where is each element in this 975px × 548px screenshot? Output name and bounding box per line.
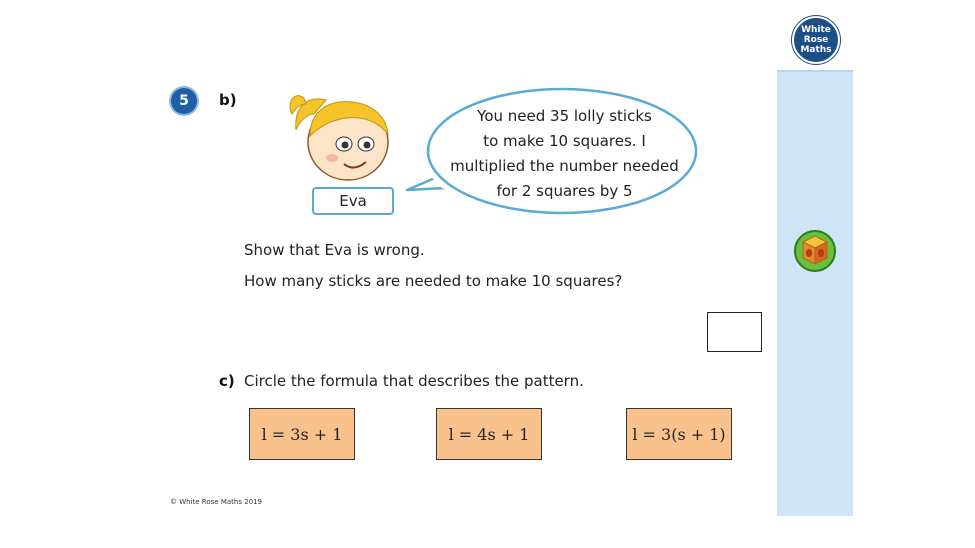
speech-line: for 2 squares by 5 (496, 182, 633, 200)
part-b-label: b) (219, 91, 237, 109)
speech-bubble-text (437, 104, 692, 204)
formula-option-3[interactable] (626, 408, 732, 460)
question-number-badge: 5 (171, 88, 197, 114)
speech-line: to make 10 squares. I (483, 132, 646, 150)
logo-line-3: Maths (800, 45, 832, 55)
character-name-tag: Eva (312, 187, 394, 215)
copyright-notice: © White Rose Maths 2019 (170, 498, 263, 506)
prompt-how-many-sticks: How many sticks are needed to make 10 squares? (244, 272, 623, 290)
logo-line-1: White (801, 25, 831, 35)
part-c-label: c) (219, 372, 235, 390)
formula-option-2[interactable] (436, 408, 542, 460)
formula-option-1[interactable] (249, 408, 355, 460)
part-c-prompt: Circle the formula that describes the pattern. (244, 372, 584, 390)
white-rose-maths-logo (792, 16, 840, 64)
cube-icon[interactable] (793, 228, 837, 272)
formula-text: l = 3s + 1 (261, 424, 343, 444)
logo-line-2: Rose (803, 35, 829, 45)
speech-line: You need 35 lolly sticks (477, 107, 652, 125)
formula-text: l = 3(s + 1) (632, 424, 726, 444)
prompt-show-wrong: Show that Eva is wrong. (244, 241, 425, 259)
formula-text: l = 4s + 1 (448, 424, 530, 444)
eva-face-icon (286, 90, 396, 190)
answer-box[interactable] (707, 312, 762, 352)
speech-line: multiplied the number needed (450, 157, 679, 175)
